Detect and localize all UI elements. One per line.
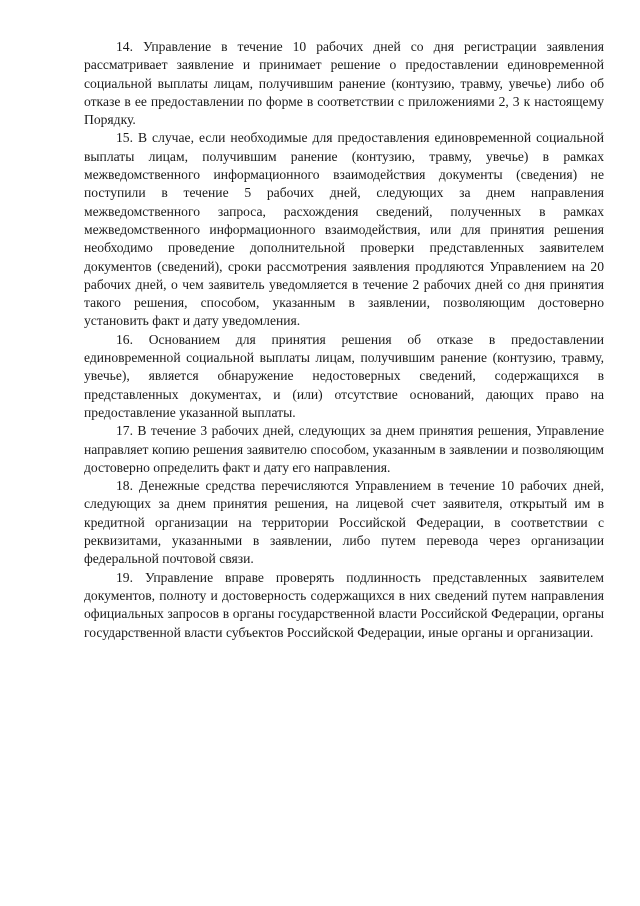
paragraph-18: 18. Денежные средства перечисляются Управлением в течение 10 рабочих дней, следующих за днем принятия решения, на лицевой счет заявителя, открытый им в кредитной организации на территории Российской Федерации, в соответствии с реквизитами, указанными в заявлении, либо путем перевода через организации федеральной почтовой связи. (84, 478, 604, 567)
paragraph-16: 16. Основанием для принятия решения об отказе в предоставлении единовременной социальной выплаты лицам, получившим ранение (контузию, травму, увечье), является обнаружение недостоверных сведений, содержащихся в представленных документах, и (или) отсутствие оснований, дающих право на предоставление указанной выплаты. (84, 331, 604, 420)
document-page (84, 38, 604, 642)
paragraph-17: 17. В течение 3 рабочих дней, следующих за днем принятия решения, Управление направляет копию решения заявителю способом, указанным в заявлении и позволяющим достоверно определить факт и дату его направления. (84, 423, 604, 475)
paragraph-14: 14. Управление в течение 10 рабочих дней со дня регистрации заявления рассматривает заявление и принимает решение о предоставлении единовременной социальной выплаты лицам, получившим ранение (контузию, травму, увечье) либо об отказе в ее предоставлении по форме в соответствии с приложениями 2, 3 к настоящему Порядку. (84, 39, 604, 128)
paragraph-15: 15. В случае, если необходимые для предоставления единовременной социальной выплаты лицам, получившим ранение (контузию, травму, увечье) в рамках межведомственного информационного взаимодействия документы (сведения) не поступили в течение 5 рабочих дней, следующих за днем направления межведомственного запроса, расхождения сведений, полученных в рамках межведомственного информационного взаимодействия, или для принятия решения необходимо проведение дополнительной проверки представленных заявителем документов (сведений), сроки рассмотрения заявления продляются Управлением на 20 рабочих дней, о чем заявитель уведомляется в течение 2 рабочих дней со дня принятия такого решения, способом, указанным в заявлении, позволяющим достоверно установить факт и дату уведомления. (84, 130, 604, 329)
paragraph-19: 19. Управление вправе проверять подлинность представленных заявителем документов, полноту и достоверность содержащихся в них сведений путем направления официальных запросов в органы государственной власти Российской Федерации, органы государственной власти субъектов Российской Федерации, иные органы и организации. (84, 569, 604, 640)
